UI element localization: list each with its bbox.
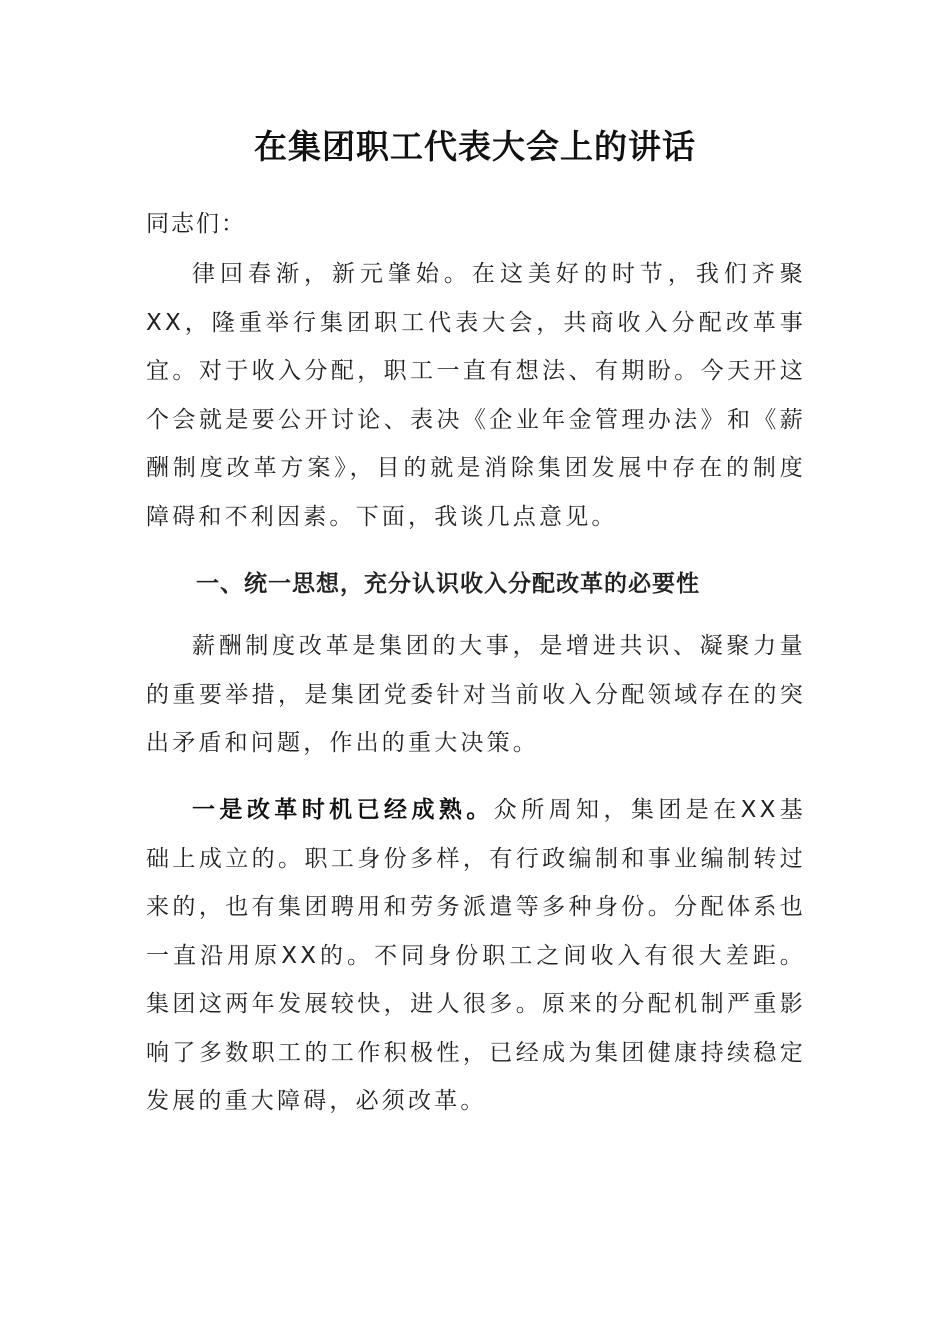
document-title: 在集团职工代表大会上的讲话 [254,127,696,166]
paragraph-section-intro: 薪酬制度改革是集团的大事，是增进共识、凝聚力量的重要举措，是集团党委针对当前收入分配领域存在的突出矛盾和问题，作出的重大决策。 [146,633,806,756]
section-heading: 一、统一思想，充分认识收入分配改革的必要性 [196,571,700,597]
point-lead-text: 一是改革时机已经成熟。 [192,797,494,823]
point-body-text: 众所周知，集团是在XX基础上成立的。职工身份多样，有行政编制和事业编制转过来的，也有集团聘用和劳务派遣等多种身份。分配体系也一直沿用原XX的。不同身份职工之间收入有很大差距。集团这两年发展较快，进人很多。原来的分配机制严重影响了多数职工的工作积极性，已经成为集团健康持续稳定发展的重大障碍，必须改革。 [146,797,806,1114]
paragraph-point-one [146,786,806,1126]
paragraph-opening: 律回春渐，新元肇始。在这美好的时节，我们齐聚XX，隆重举行集团职工代表大会，共商收入分配改革事宜。对于收入分配，职工一直有想法、有期盼。今天开这个会就是要公开讨论、表决《企业年金管理办法》和《薪酬制度改革方案》，目的就是消除集团发展中存在的制度障碍和不利因素。下面，我谈几点意见。 [146,261,806,530]
salutation: 同志们： [146,211,246,237]
